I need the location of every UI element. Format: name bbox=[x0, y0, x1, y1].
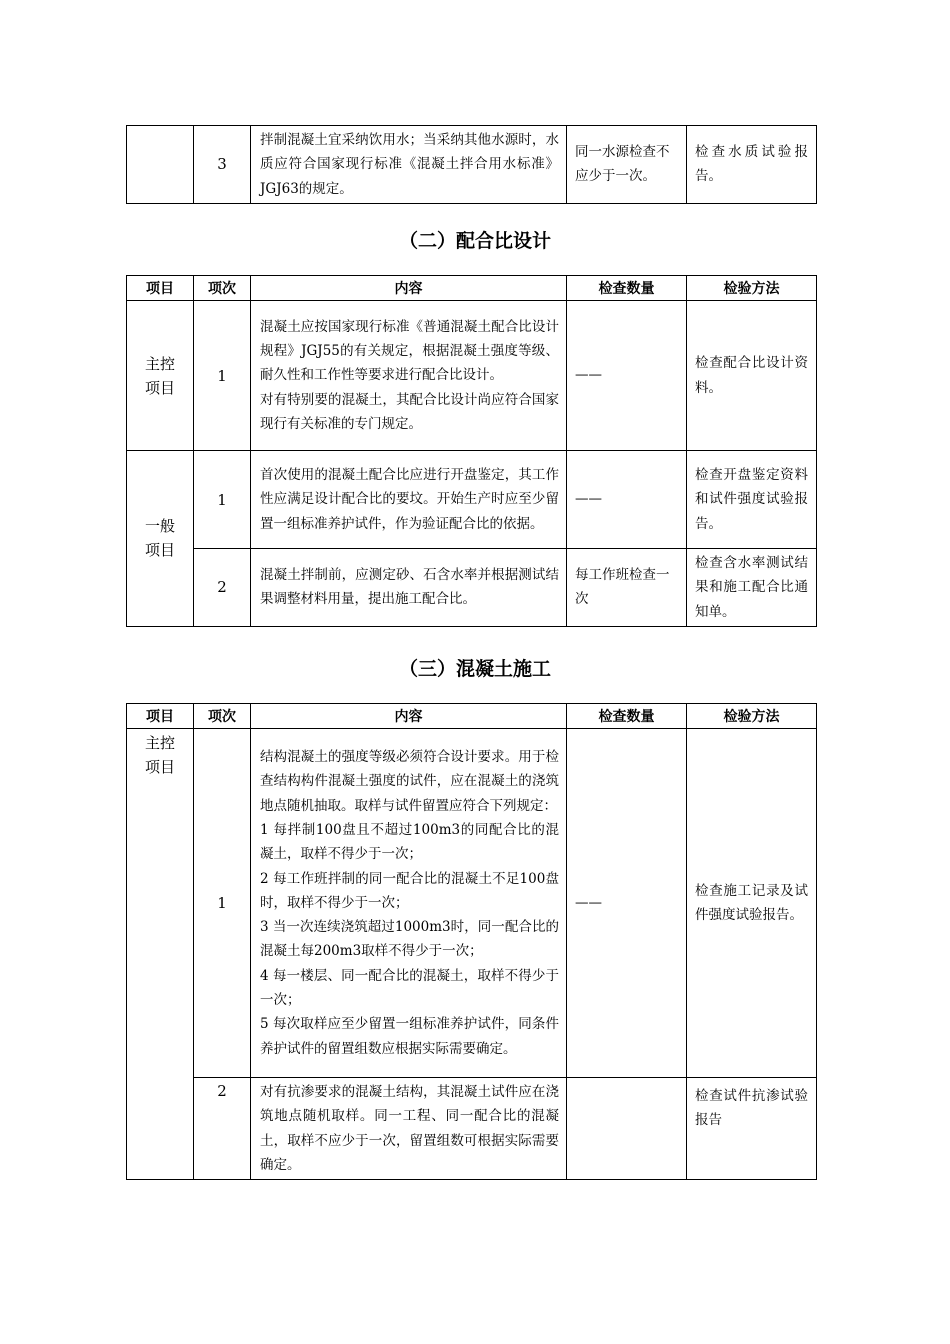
header-num: 项次 bbox=[194, 276, 251, 301]
content-line: 对有特别要的混凝土，其配合比设计尚应符合国家现行有关标准的专门规定。 bbox=[260, 391, 559, 432]
content-cell bbox=[251, 451, 567, 549]
continuation-table bbox=[126, 125, 817, 204]
content-cell bbox=[251, 1078, 567, 1180]
qty-cell: 每工作班检查一次 bbox=[567, 549, 687, 627]
num-cell: 1 bbox=[194, 301, 251, 451]
content-cell bbox=[251, 549, 567, 627]
method-cell: 检查水质试验报告。 bbox=[687, 126, 817, 204]
header-item: 项目 bbox=[127, 704, 194, 729]
section-title-mix-design: （二）配合比设计 bbox=[398, 230, 551, 252]
qty-cell bbox=[567, 1078, 687, 1180]
header-content: 内容 bbox=[251, 704, 567, 729]
content-line: 2 每工作班拌制的同一配合比的混凝土不足100盘时，取样不得少于一次； bbox=[260, 870, 559, 911]
content-cell: 拌制混凝土宜采纳饮用水；当采纳其他水源时，水质应符合国家现行标准《混凝土拌合用水标准》JGJ63的规定。 bbox=[251, 126, 567, 204]
num-cell: 2 bbox=[194, 1078, 251, 1180]
header-qty: 检查数量 bbox=[567, 704, 687, 729]
content-line: 3 当一次连续浇筑超过1000m3时，同一配合比的混凝土每200m3取样不得少于一次； bbox=[260, 919, 559, 960]
main-item-label: 主控项目 bbox=[144, 354, 175, 397]
num-cell: 2 bbox=[194, 549, 251, 627]
content-cell bbox=[251, 729, 567, 1078]
qty-cell: —— bbox=[567, 729, 687, 1078]
content-line: 结构混凝土的强度等级必须符合设计要求。用于检查结构构件混凝土强度的试件，应在混凝土的浇筑地点随机抽取。取样与试件留置应符合下列规定： bbox=[260, 749, 559, 814]
table-row bbox=[127, 451, 817, 549]
header-num: 项次 bbox=[194, 704, 251, 729]
table-row bbox=[127, 729, 817, 1078]
num-cell: 1 bbox=[194, 451, 251, 549]
qty-cell: —— bbox=[567, 451, 687, 549]
section-title-construction: （三）混凝土施工 bbox=[398, 658, 551, 680]
table-row bbox=[127, 301, 817, 451]
qty-cell: 同一水源检查不应少于一次。 bbox=[567, 126, 687, 204]
item-cell bbox=[127, 451, 194, 627]
qty-cell: —— bbox=[567, 301, 687, 451]
content-line: 混凝土应按国家现行标准《普通混凝土配合比设计规程》JGJ55的有关规定，根据混凝土强度等级、耐久性和工作性等要求进行配合比设计。 bbox=[260, 318, 559, 384]
item-cell bbox=[127, 126, 194, 204]
content-line: 4 每一楼层、同一配合比的混凝土，取样不得少于一次； bbox=[260, 967, 559, 1009]
content-line: 对有抗渗要求的混凝土结构，其混凝土试件应在浇筑地点随机取样。同一工程、同一配合比的混凝土，取样不应少于一次，留置组数可根据实际需要确定。 bbox=[260, 1084, 559, 1173]
table-header-row bbox=[127, 704, 817, 729]
content-line: 1 每拌制100盘且不超过100m3的同配合比的混凝土，取样不得少于一次； bbox=[260, 821, 559, 863]
construction-table bbox=[126, 703, 817, 1180]
method-cell: 检查试件抗渗试验报告 bbox=[687, 1078, 817, 1180]
header-content: 内容 bbox=[251, 276, 567, 301]
header-item: 项目 bbox=[127, 276, 194, 301]
table-row bbox=[127, 549, 817, 627]
header-method: 检验方法 bbox=[687, 704, 817, 729]
table-row bbox=[127, 1078, 817, 1180]
method-cell: 检查含水率测试结果和施工配合比通知单。 bbox=[687, 549, 817, 627]
content-cell bbox=[251, 301, 567, 451]
num-cell: 3 bbox=[194, 126, 251, 204]
general-item-label: 一般项目 bbox=[144, 517, 175, 560]
content-line: 混凝土拌制前，应测定砂、石含水率并根据测试结果调整材料用量，提出施工配合比。 bbox=[260, 567, 559, 608]
table-row bbox=[127, 126, 817, 204]
item-cell bbox=[127, 729, 194, 1180]
num-cell: 1 bbox=[194, 729, 251, 1078]
method-cell: 检查配合比设计资料。 bbox=[687, 301, 817, 451]
mix-design-table bbox=[126, 275, 817, 627]
method-cell: 检查开盘鉴定资料和试件强度试验报告。 bbox=[687, 451, 817, 549]
content-line: 5 每次取样应至少留置一组标准养护试件，同条件养护试件的留置组数应根据实际需要确定。 bbox=[260, 1016, 559, 1057]
method-cell: 检查施工记录及试件强度试验报告。 bbox=[687, 729, 817, 1078]
header-qty: 检查数量 bbox=[567, 276, 687, 301]
content-line: 首次使用的混凝土配合比应进行开盘鉴定，其工作性应满足设计配合比的要坟。开始生产时应至少留置一组标准养护试件，作为验证配合比的依据。 bbox=[260, 467, 559, 532]
item-cell bbox=[127, 301, 194, 451]
main-item-label: 主控项目 bbox=[144, 734, 175, 776]
header-method: 检验方法 bbox=[687, 276, 817, 301]
table-header-row bbox=[127, 276, 817, 301]
